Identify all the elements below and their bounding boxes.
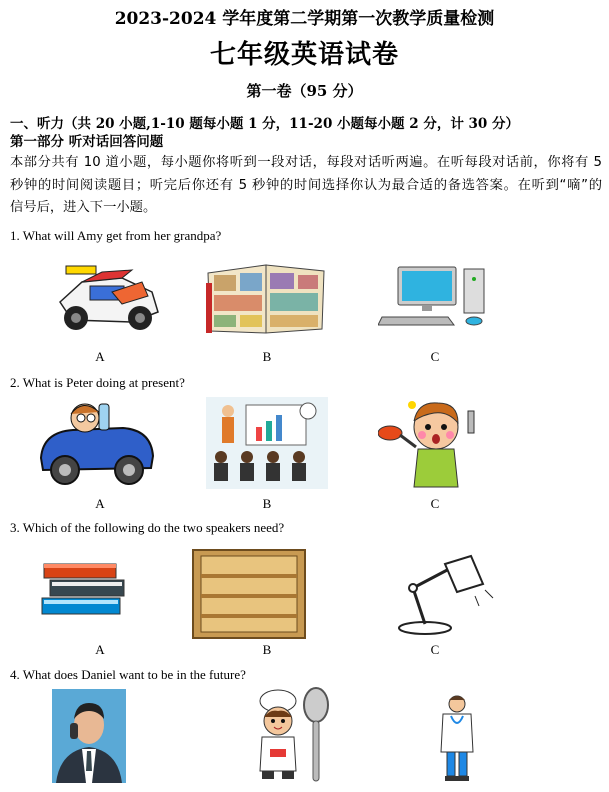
option-label: C bbox=[430, 642, 440, 657]
computer-icon bbox=[378, 265, 494, 327]
instructions bbox=[10, 152, 602, 220]
instruction-line: 信号后，进入下一小题。 bbox=[10, 200, 157, 215]
option-label: B bbox=[262, 496, 272, 511]
paper-title: 七年级英语试卷 bbox=[209, 40, 399, 70]
question-2: 2. What is Peter doing at present? bbox=[10, 375, 185, 390]
cooking-boy-icon bbox=[378, 397, 488, 489]
bookshelf-icon bbox=[191, 548, 307, 640]
exam-title: 2023-2024 学年度第二学期第一次教学质量检测 bbox=[114, 9, 495, 29]
doctor-icon bbox=[437, 694, 477, 782]
books-icon bbox=[40, 560, 128, 620]
volume-title: 第一卷（95 分） bbox=[246, 82, 363, 100]
option-label: C bbox=[430, 349, 440, 364]
toy-car-icon bbox=[52, 262, 164, 334]
option-label: A bbox=[95, 349, 105, 364]
option-label: A bbox=[95, 496, 105, 511]
question-3: 3. Which of the following do the two speakers need? bbox=[10, 520, 285, 535]
instruction-line: 秒钟的时间阅读题目；听完后你还有 5 秒钟的时间选择你认为最合适的备选答案。在听到“嘀”的 bbox=[10, 177, 602, 193]
option-label: B bbox=[262, 349, 272, 364]
option-label: B bbox=[262, 642, 272, 657]
option-label: C bbox=[430, 496, 440, 511]
chef-icon bbox=[250, 687, 334, 783]
question-1: 1. What will Amy get from her grandpa? bbox=[10, 228, 222, 243]
businessman-icon bbox=[52, 689, 126, 783]
instruction-line: 本部分共有 10 道小题，每小题你将听到一段对话，每段对话听两遍。在听每段对话前，你将有 5 bbox=[10, 155, 602, 170]
comic-book-icon bbox=[206, 263, 326, 335]
presentation-icon bbox=[206, 397, 328, 489]
question-4: 4. What does Daniel want to be in the future? bbox=[10, 667, 246, 682]
desk-lamp-icon bbox=[395, 552, 495, 636]
part-heading: 第一部分 听对话回答问题 bbox=[10, 134, 164, 150]
section-heading: 一、听力（共 20 小题,1-10 题每小题 1 分，11-20 小题每小题 2 分，计 30 分） bbox=[10, 116, 520, 132]
option-label: A bbox=[95, 642, 105, 657]
driving-car-icon bbox=[33, 396, 159, 488]
